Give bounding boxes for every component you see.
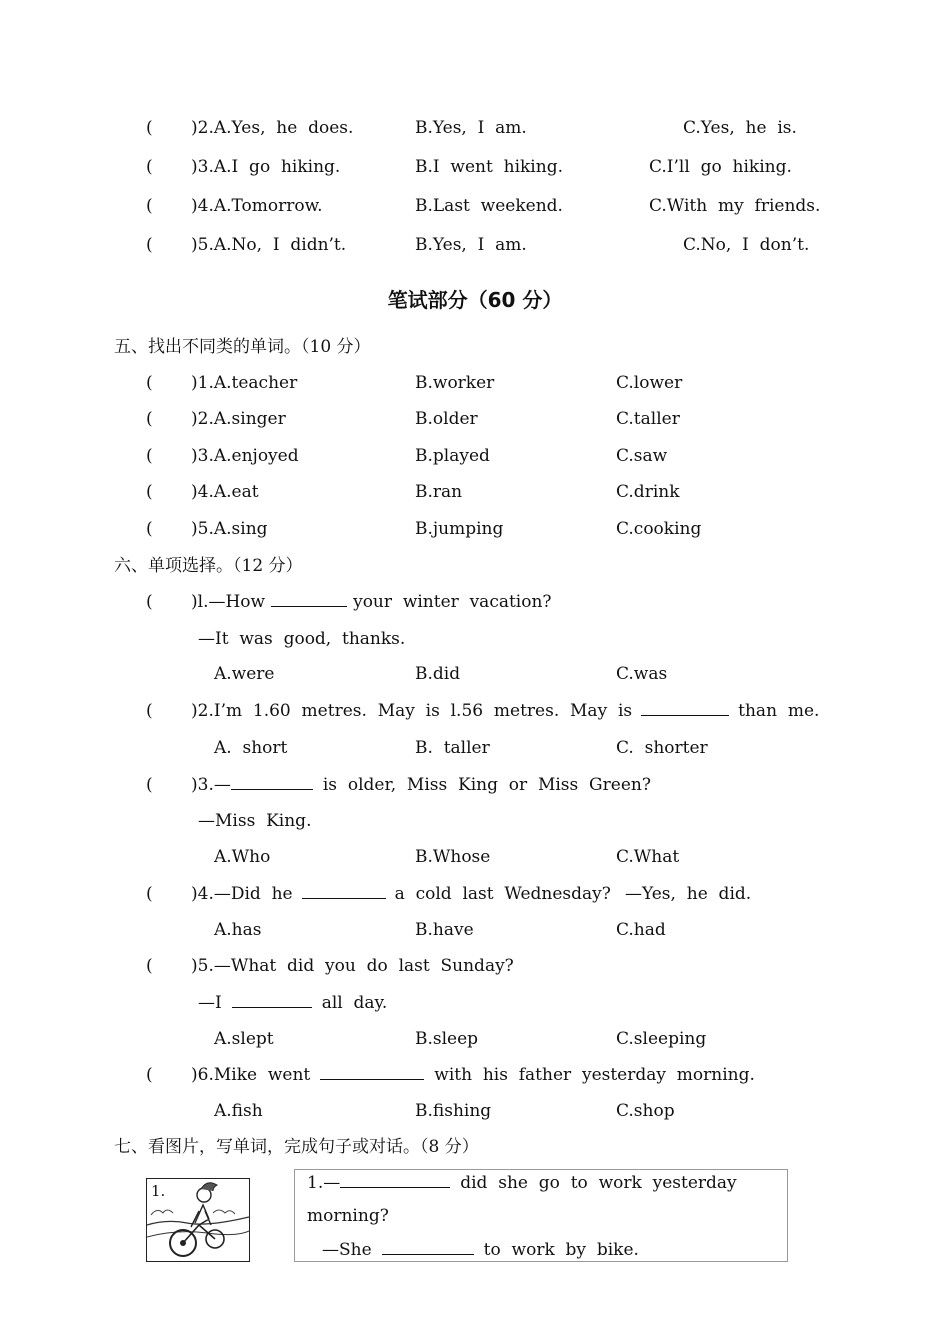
answer-paren: ( (146, 157, 153, 177)
answer-blank[interactable] (382, 1239, 474, 1255)
section-7-title: 七、看图片，写单词，完成句子或对话。（8 分） (114, 1137, 479, 1157)
option-c: C.lower (616, 373, 683, 393)
answer-blank[interactable] (271, 591, 347, 607)
q2-stem-pre: )2.I’m 1.60 metres. May is l.56 metres. May is (191, 701, 633, 721)
option-c: C.Yes, he is. (683, 118, 797, 138)
bike-picture (146, 1178, 250, 1262)
s7-line-1-pre: 1.— (307, 1173, 341, 1193)
q3-stem-post: is older, Miss King or Miss Green? (322, 775, 651, 795)
answer-paren: ( (146, 701, 153, 721)
option-b: B.Last weekend. (415, 196, 563, 216)
written-section-heading: 笔试部分（60 分） (387, 288, 563, 312)
q4-option-c: C.had (616, 920, 666, 940)
q4-option-b: B.have (415, 920, 474, 940)
option-c: C.saw (616, 446, 668, 466)
answer-paren: ( (146, 592, 153, 612)
option-a: )2.A.Yes, he does. (191, 118, 354, 138)
q6-option-a: A.fish (214, 1101, 263, 1121)
option-a: )3.A.I go hiking. (191, 157, 341, 177)
answer-paren: ( (146, 409, 153, 429)
q5-option-c: C.sleeping (616, 1029, 707, 1049)
answer-paren: ( (146, 956, 153, 976)
option-c: C.With my friends. (649, 196, 821, 216)
q1-option-c: C.was (616, 664, 668, 684)
q5-option-b: B.sleep (415, 1029, 479, 1049)
answer-paren: ( (146, 519, 153, 539)
q4-reply: —Yes, he did. (625, 884, 752, 904)
option-b: B.Yes, I am. (415, 118, 527, 138)
q1-option-b: B.did (415, 664, 461, 684)
s7-line-3 (322, 1239, 639, 1261)
option-a: )4.A.Tomorrow. (191, 196, 323, 216)
q3-option-a: A.Who (214, 847, 271, 867)
q1-reply: —It was good, thanks. (198, 629, 406, 649)
q3-stem (191, 774, 651, 796)
answer-paren: ( (146, 446, 153, 466)
q2-stem-post: than me. (738, 701, 820, 721)
option-a: )5.A.sing (191, 519, 268, 539)
answer-paren: ( (146, 118, 153, 138)
option-c: C.taller (616, 409, 680, 429)
answer-blank[interactable] (340, 1172, 450, 1188)
q1-stem-post: your winter vacation? (353, 592, 552, 612)
answer-paren: ( (146, 1065, 153, 1085)
q4-option-a: A.has (214, 920, 262, 940)
s7-line-3-post: to work by bike. (483, 1240, 639, 1260)
q1-stem-pre: )l.—How (191, 592, 266, 612)
s7-line-1 (307, 1172, 737, 1194)
option-b: B.older (415, 409, 478, 429)
answer-paren: ( (146, 884, 153, 904)
s7-line-1-post: did she go to work yesterday (460, 1173, 737, 1193)
option-b: B.ran (415, 482, 463, 502)
q3-reply: —Miss King. (198, 811, 312, 831)
answer-paren: ( (146, 373, 153, 393)
option-b: B.jumping (415, 519, 504, 539)
answer-paren: ( (146, 775, 153, 795)
option-a: )4.A.eat (191, 482, 259, 502)
q1-option-a: A.were (214, 664, 275, 684)
q5-reply-pre: —I (198, 993, 222, 1013)
option-c: C.I’ll go hiking. (649, 157, 792, 177)
q3-option-b: B.Whose (415, 847, 491, 867)
option-a: )1.A.teacher (191, 373, 298, 393)
answer-paren: ( (146, 235, 153, 255)
option-b: B.worker (415, 373, 495, 393)
answer-blank[interactable] (641, 700, 729, 716)
q5-reply-post: all day. (321, 993, 388, 1013)
q2-option-b: B. taller (415, 738, 490, 758)
q4-stem-post: a cold last Wednesday? (394, 884, 611, 904)
section-5-title: 五、找出不同类的单词。（10 分） (114, 337, 371, 357)
option-b: B.Yes, I am. (415, 235, 527, 255)
q5-stem: )5.—What did you do last Sunday? (191, 956, 514, 976)
option-b: B.played (415, 446, 490, 466)
q6-option-b: B.fishing (415, 1101, 492, 1121)
s7-line-2: morning? (307, 1206, 389, 1226)
q6-option-c: C.shop (616, 1101, 675, 1121)
q6-stem-pre: )6.Mike went (191, 1065, 311, 1085)
option-a: )3.A.enjoyed (191, 446, 299, 466)
girl-riding-bike-icon (147, 1179, 249, 1261)
q4-stem-pre: )4.—Did he (191, 884, 293, 904)
q3-stem-pre: )3.— (191, 775, 231, 795)
picture-number: 1. (151, 1182, 166, 1200)
q2-option-a: A. short (214, 738, 288, 758)
q2-stem (191, 700, 819, 722)
option-c: C.No, I don’t. (683, 235, 810, 255)
answer-blank[interactable] (320, 1064, 424, 1080)
s7-line-3-pre: —She (322, 1240, 372, 1260)
q3-option-c: C.What (616, 847, 680, 867)
option-b: B.I went hiking. (415, 157, 563, 177)
option-a: )5.A.No, I didn’t. (191, 235, 347, 255)
option-a: )2.A.singer (191, 409, 286, 429)
q2-option-c: C. shorter (616, 738, 708, 758)
section-6-title: 六、单项选择。（12 分） (114, 556, 303, 576)
answer-paren: ( (146, 482, 153, 502)
q1-stem (191, 591, 552, 613)
q6-stem-post: with his father yesterday morning. (434, 1065, 755, 1085)
answer-blank[interactable] (302, 883, 386, 899)
answer-blank[interactable] (232, 992, 312, 1008)
option-c: C.cooking (616, 519, 702, 539)
q4-stem (191, 883, 611, 905)
q6-stem (191, 1064, 755, 1086)
answer-blank[interactable] (231, 774, 313, 790)
q5-reply (198, 992, 387, 1014)
option-c: C.drink (616, 482, 680, 502)
answer-paren: ( (146, 196, 153, 216)
q5-option-a: A.slept (214, 1029, 274, 1049)
